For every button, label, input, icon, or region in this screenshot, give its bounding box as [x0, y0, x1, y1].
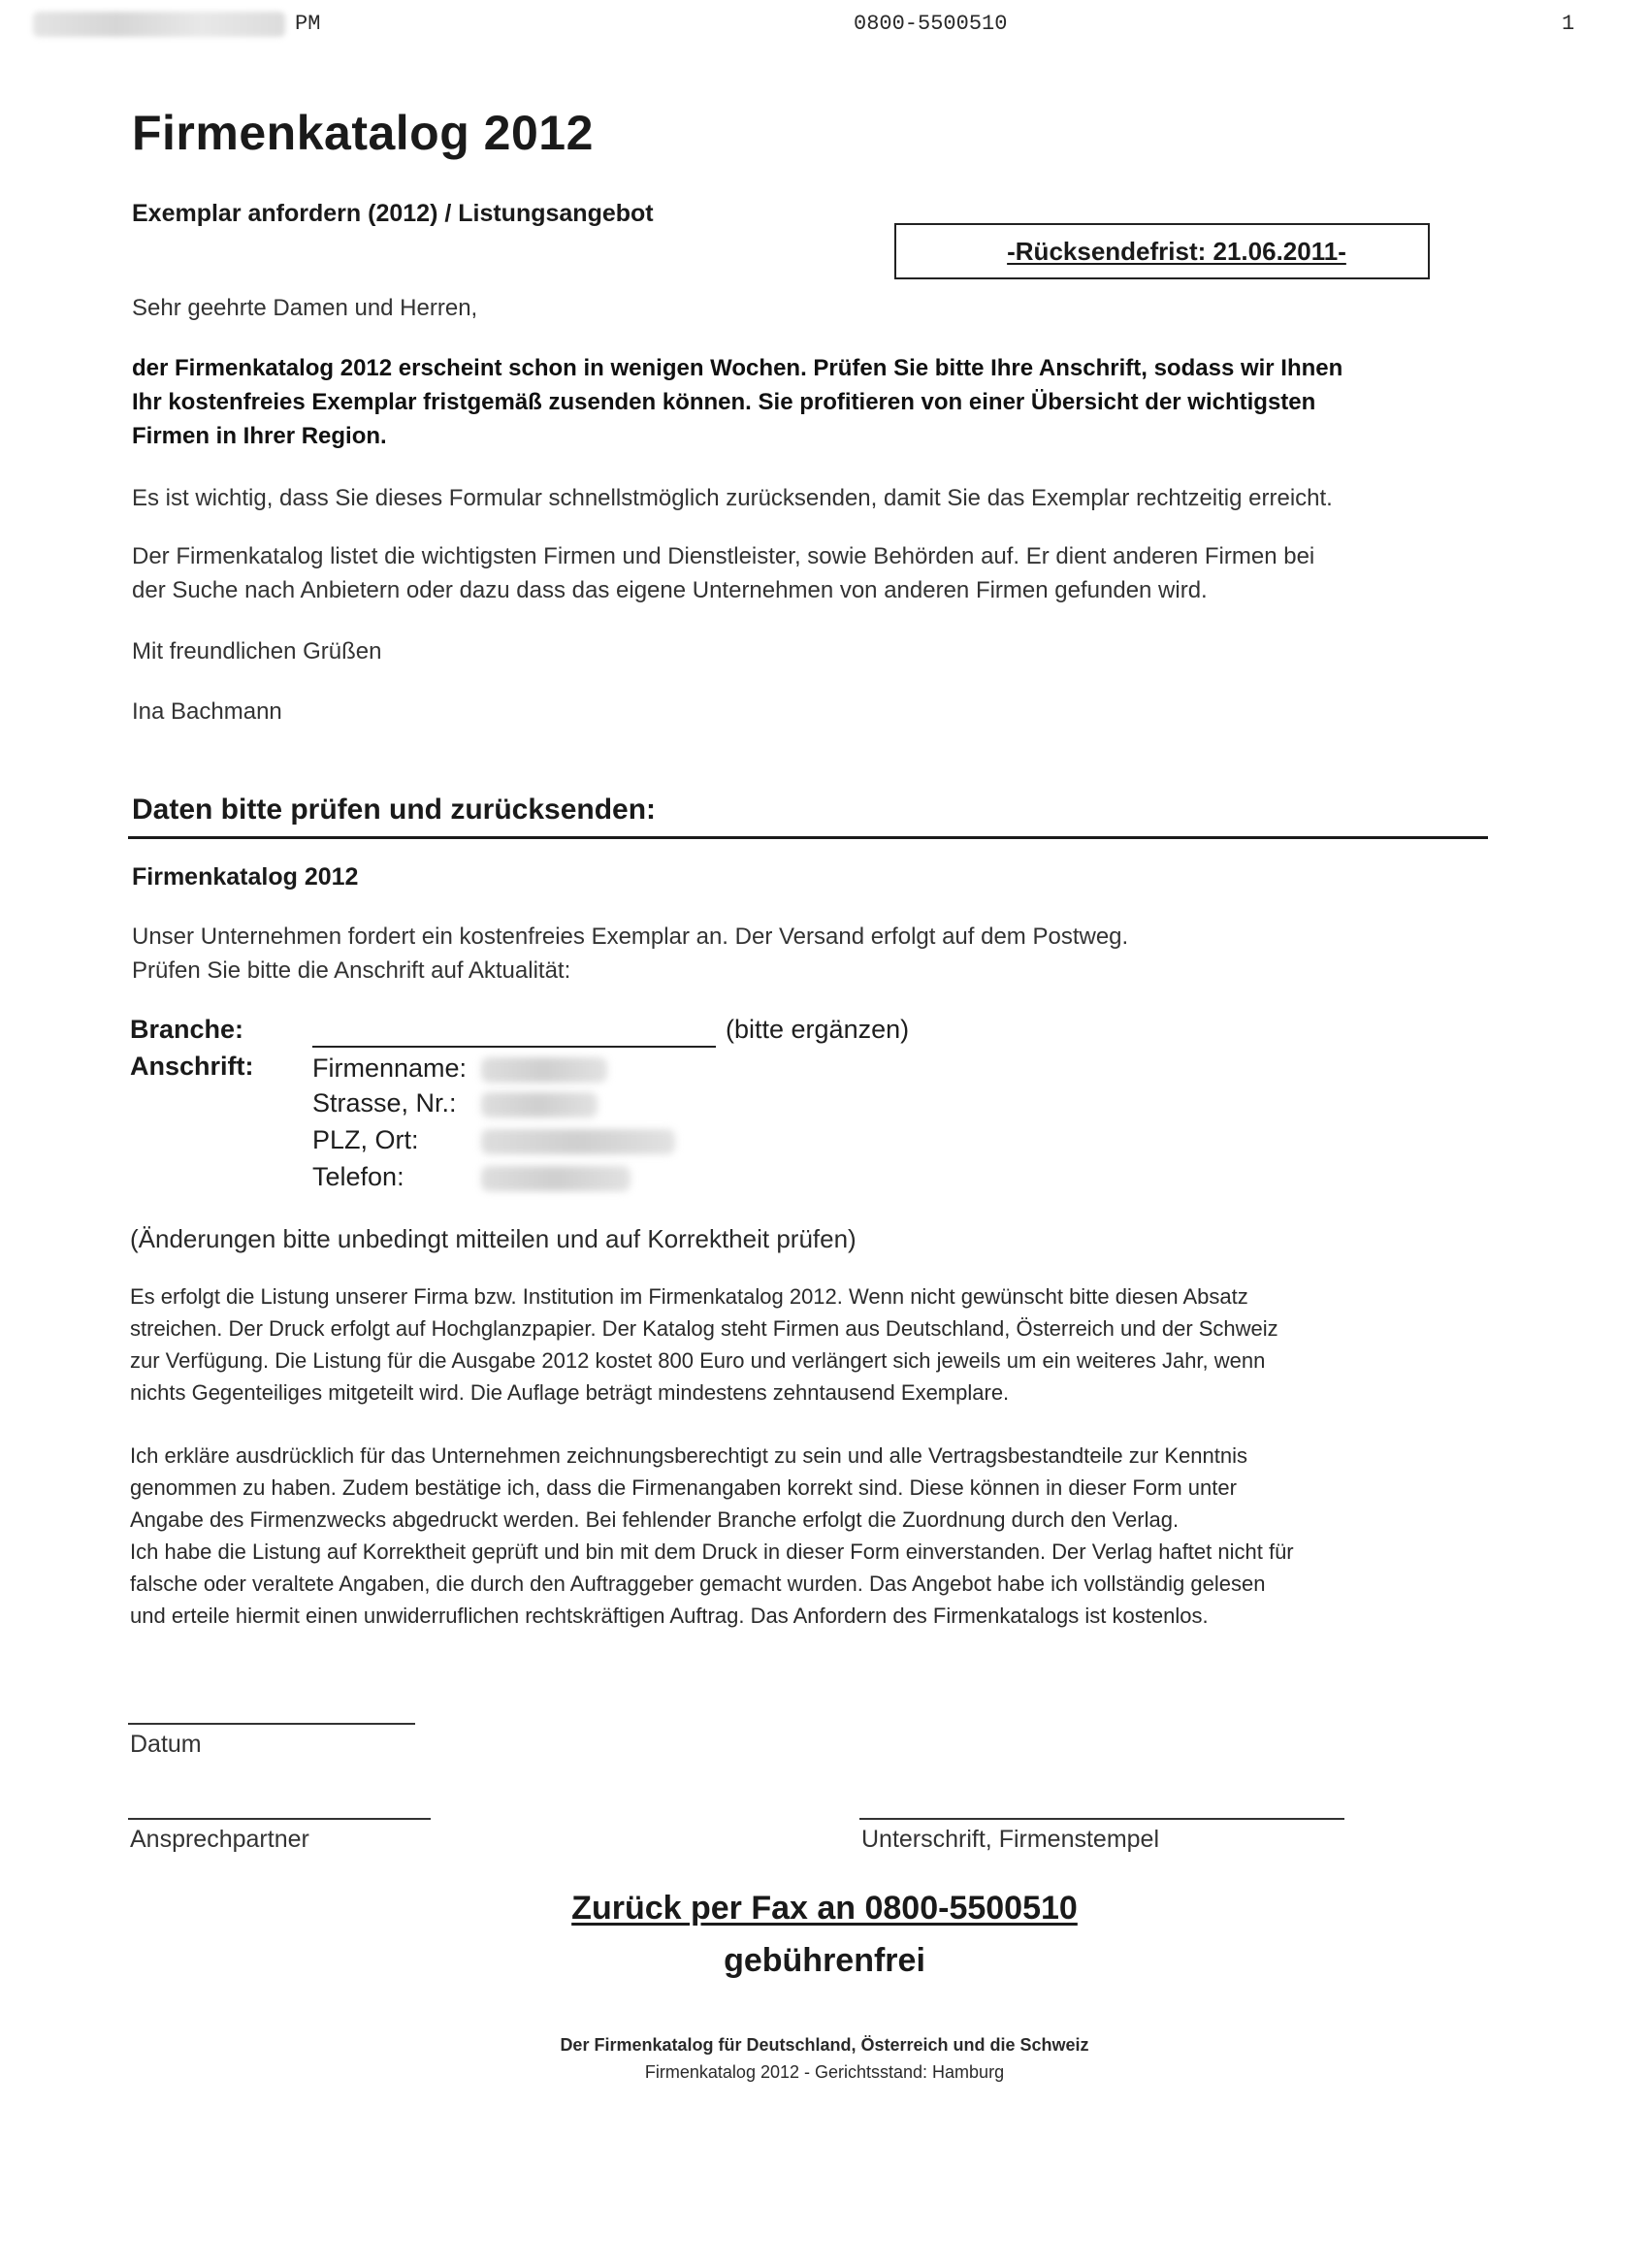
declaration-line: Angabe des Firmenzwecks abgedruckt werden. Bei fehlender Branche erfolgt die Zuordnung durch den Verlag.	[130, 1507, 1180, 1532]
request-line: Prüfen Sie bitte die Anschrift auf Aktualität:	[132, 957, 571, 984]
intro-line: Firmen in Ihrer Region.	[132, 423, 387, 449]
fax-number-header: 0800-5500510	[854, 12, 1008, 36]
anschrift-label: Anschrift:	[130, 1052, 254, 1081]
branche-label: Branche:	[130, 1015, 244, 1044]
changes-note: (Änderungen bitte unbedingt mitteilen und auf Korrektheit prüfen)	[130, 1224, 857, 1253]
toll-free-note: gebührenfrei	[724, 1942, 925, 1979]
description-paragraph	[132, 539, 1490, 607]
footer-line-2: Firmenkatalog 2012 - Gerichtsstand: Hamburg	[644, 2062, 1005, 2082]
company-signature-line[interactable]	[859, 1818, 1344, 1820]
redacted-strasse	[481, 1092, 598, 1118]
branche-input-line[interactable]	[312, 1046, 716, 1048]
terms-line: streichen. Der Druck erfolgt auf Hochglanzpapier. Der Katalog steht Firmen aus Deutschland, Österreich und der Schweiz	[130, 1316, 1278, 1341]
deadline-text: -Rücksendefrist: 21.06.2011-	[1007, 236, 1346, 266]
deadline-box	[894, 223, 1430, 279]
contact-signature-line[interactable]	[128, 1818, 431, 1820]
declaration-line: Ich habe die Listung auf Korrektheit geprüft und bin mit dem Druck in dieser Form einverstanden. Der Verlag haftet nicht für	[130, 1539, 1294, 1564]
listing-terms-paragraph	[130, 1280, 1507, 1409]
plz-ort-label: PLZ, Ort:	[312, 1125, 419, 1154]
document-title: Firmenkatalog 2012	[132, 106, 594, 160]
redacted-firmenname	[481, 1057, 607, 1083]
date-signature-line[interactable]	[128, 1723, 415, 1725]
description-line: Der Firmenkatalog listet die wichtigsten Firmen und Dienstleister, sowie Behörden auf. Er dient anderen Firmen bei	[132, 543, 1315, 569]
request-line: Unser Unternehmen fordert ein kostenfreies Exemplar an. Der Versand erfolgt auf dem Postweg.	[132, 923, 1129, 950]
fax-return-heading: Zurück per Fax an 0800-5500510	[571, 1890, 1078, 1927]
intro-paragraph	[132, 351, 1490, 453]
telefon-label: Telefon:	[312, 1162, 404, 1191]
terms-line: Es erfolgt die Listung unserer Firma bzw. Institution im Firmenkatalog 2012. Wenn nicht gewünscht bitte diesen Absatz	[130, 1284, 1248, 1309]
redacted-telefon	[481, 1166, 630, 1191]
footer-line-1: Der Firmenkatalog für Deutschland, Österreich und die Schweiz	[560, 2035, 1089, 2055]
declaration-paragraph	[130, 1440, 1507, 1632]
declaration-line: genommen zu haben. Zudem bestätige ich, dass die Firmenangaben korrekt sind. Diese können in dieser Form unter	[130, 1475, 1237, 1500]
declaration-line: falsche oder veraltete Angaben, die durch den Auftraggeber gemacht wurden. Das Angebot habe ich vollständig gelesen	[130, 1571, 1266, 1596]
terms-line: zur Verfügung. Die Listung für die Ausgabe 2012 kostet 800 Euro und verlängert sich jeweils um ein weiteres Jahr, wenn	[130, 1348, 1266, 1373]
date-label: Datum	[130, 1731, 202, 1758]
declaration-line: Ich erkläre ausdrücklich für das Unternehmen zeichnungsberechtigt zu sein und alle Vertragsbestandteile zur Kenntnis	[130, 1443, 1247, 1468]
signature-stamp-label: Unterschrift, Firmenstempel	[861, 1826, 1160, 1853]
section-divider	[128, 836, 1488, 839]
fax-time-suffix: PM	[295, 12, 321, 36]
urgency-paragraph: Es ist wichtig, dass Sie dieses Formular schnellstmöglich zurücksenden, damit Sie das Exemplar rechtzeitig erreicht.	[132, 485, 1333, 511]
document-subtitle: Exemplar anfordern (2012) / Listungsangebot	[132, 200, 654, 227]
intro-line: Ihr kostenfreies Exemplar fristgemäß zusenden können. Sie profitieren von einer Übersicht der wichtigsten	[132, 389, 1316, 415]
contact-label: Ansprechpartner	[130, 1826, 309, 1853]
fax-page-number: 1	[1562, 12, 1575, 36]
declaration-line: und erteile hiermit einen unwiderruflichen rechtskräftigen Auftrag. Das Anfordern des Firmenkatalogs ist kostenlos.	[130, 1604, 1209, 1628]
form-section-title: Daten bitte prüfen und zurücksenden:	[132, 794, 657, 826]
salutation: Sehr geehrte Damen und Herren,	[132, 295, 478, 321]
firmenname-label: Firmenname:	[312, 1053, 468, 1083]
branche-hint: (bitte ergänzen)	[726, 1015, 910, 1044]
signer-name: Ina Bachmann	[132, 698, 282, 725]
redacted-plz-ort	[481, 1129, 675, 1154]
terms-line: nichts Gegenteiliges mitgeteilt wird. Die Auflage beträgt mindestens zehntausend Exemplare.	[130, 1380, 1010, 1405]
intro-line: der Firmenkatalog 2012 erscheint schon in wenigen Wochen. Prüfen Sie bitte Ihre Anschrift, sodass wir Ihnen	[132, 355, 1343, 381]
request-paragraph	[132, 920, 1490, 988]
closing: Mit freundlichen Grüßen	[132, 638, 382, 664]
form-subtitle: Firmenkatalog 2012	[132, 863, 359, 891]
description-line: der Suche nach Anbietern oder dazu dass das eigene Unternehmen von anderen Firmen gefunden wird.	[132, 577, 1208, 603]
redacted-fax-timestamp	[33, 12, 285, 37]
strasse-label: Strasse, Nr.:	[312, 1088, 457, 1118]
